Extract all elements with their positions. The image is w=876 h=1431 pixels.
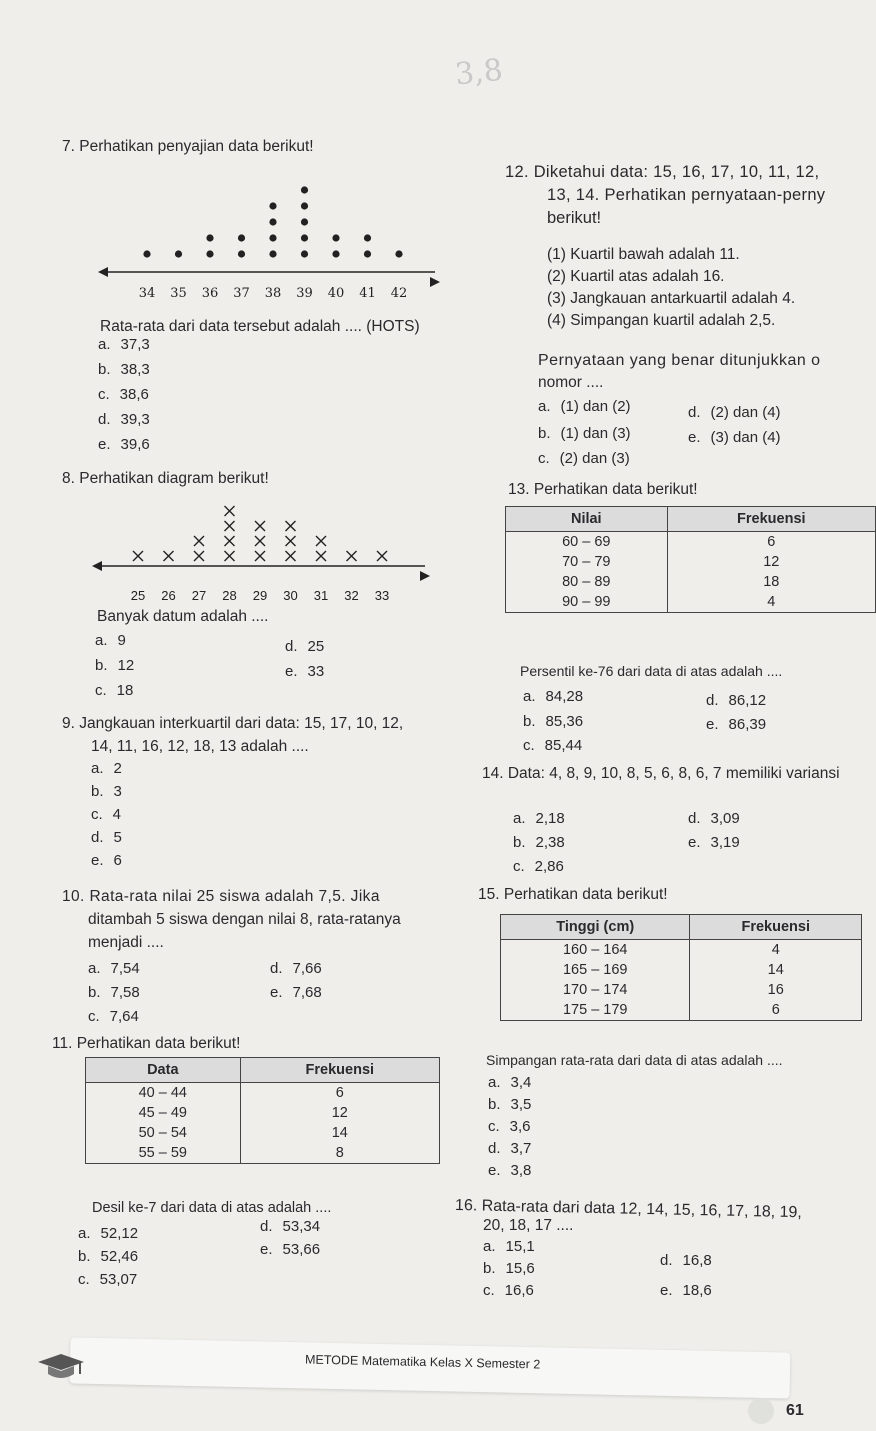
option-value: 3,6: [509, 1118, 531, 1135]
table-cell: 40 – 44: [86, 1083, 241, 1104]
option-letter: b.: [91, 783, 104, 800]
table-cell: 18: [667, 572, 875, 592]
option-value: 3,4: [510, 1074, 532, 1091]
option-letter: d.: [660, 1252, 673, 1269]
tick-label: 29: [252, 588, 268, 603]
data-cross: [225, 536, 235, 546]
data-cross: [347, 551, 357, 561]
option-letter: a.: [78, 1225, 91, 1242]
option-value: 53,34: [282, 1218, 321, 1235]
option-letter: a.: [488, 1074, 501, 1091]
option-value: 2: [113, 760, 122, 777]
option-value: 4: [112, 806, 122, 823]
q7-stem: 7. Perhatikan penyajian data berikut!: [62, 138, 314, 155]
table-row: [506, 572, 876, 592]
option-value: 6: [113, 852, 122, 869]
tick-label: 26: [161, 588, 176, 603]
data-dot: [238, 250, 245, 257]
answer-option: [91, 783, 122, 800]
option-value: 3,8: [510, 1162, 532, 1179]
tick-label: 40: [327, 286, 345, 301]
answer-option: [688, 429, 781, 446]
q16-line-2: 20, 18, 17 ....: [483, 1217, 574, 1234]
answer-option: [483, 1238, 535, 1255]
table-row: [501, 960, 862, 980]
q13-stem: 13. Perhatikan data berikut!: [508, 481, 698, 498]
answer-option: [88, 960, 140, 977]
statement: (2) Kuartil atas adalah 16.: [547, 268, 725, 285]
table-cell: 12: [667, 552, 875, 572]
option-letter: c.: [513, 858, 525, 875]
data-dot: [301, 202, 308, 209]
answer-option: [95, 657, 134, 674]
data-cross: [133, 551, 143, 561]
data-cross: [225, 521, 235, 531]
option-letter: d.: [488, 1140, 501, 1157]
tick-label: 35: [170, 286, 187, 301]
option-letter: c.: [483, 1282, 495, 1299]
answer-option: [270, 960, 322, 977]
table-header: Data: [86, 1058, 241, 1083]
option-value: (3) dan (4): [710, 429, 781, 446]
table-cell: 175 – 179: [501, 1000, 690, 1021]
option-letter: c.: [91, 806, 103, 823]
option-value: 52,12: [100, 1225, 139, 1242]
option-value: 3,5: [510, 1096, 532, 1113]
option-value: 38,3: [120, 361, 150, 378]
tick-label: 32: [344, 588, 359, 603]
answer-option: [488, 1074, 531, 1091]
table-row: [86, 1123, 440, 1143]
option-value: 18: [116, 682, 134, 699]
table-header: Tinggi (cm): [501, 915, 690, 940]
table-cell: 50 – 54: [86, 1123, 241, 1143]
tick-label: 37: [233, 286, 250, 301]
tick-label: 39: [296, 286, 313, 301]
option-letter: e.: [270, 984, 283, 1001]
answer-option: [688, 404, 781, 421]
data-cross: [255, 536, 265, 546]
answer-option: [260, 1218, 320, 1235]
option-letter: e.: [285, 663, 298, 680]
option-value: 33: [307, 663, 325, 680]
tick-label: 31: [313, 588, 329, 603]
table-cell: 12: [240, 1103, 439, 1123]
answer-option: [78, 1271, 137, 1288]
option-value: (2) dan (4): [710, 404, 781, 421]
option-value: 3,09: [710, 810, 740, 827]
option-value: 84,28: [545, 688, 584, 705]
q11-question: Desil ke-7 dari data di atas adalah ....: [92, 1200, 332, 1216]
table-cell: 165 – 169: [501, 960, 690, 980]
q12-line-1: 12. Diketahui data: 15, 16, 17, 10, 11, 12,: [505, 163, 820, 181]
table-row: [86, 1083, 440, 1104]
option-letter: d.: [270, 960, 283, 977]
option-value: 7,66: [292, 960, 322, 977]
data-cross: [194, 551, 204, 561]
option-value: 25: [307, 638, 325, 655]
q8-x-plot: [90, 488, 430, 613]
answer-option: [483, 1282, 534, 1299]
statement: (4) Simpangan kuartil adalah 2,5.: [547, 312, 776, 329]
option-letter: c.: [78, 1271, 90, 1288]
option-value: 15,6: [505, 1260, 535, 1277]
tick-label: 34: [138, 286, 156, 301]
answer-option: [98, 361, 150, 378]
answer-option: [98, 336, 150, 353]
table-header: Nilai: [506, 507, 668, 532]
tick-label: 33: [374, 588, 390, 603]
option-letter: a.: [95, 632, 108, 649]
answer-option: [538, 450, 630, 467]
table-cell: 6: [667, 532, 875, 553]
q12-question-line-2: nomor ....: [538, 374, 604, 391]
q7-dot-plot: [90, 160, 450, 310]
option-letter: d.: [706, 692, 719, 709]
table-cell: 4: [690, 940, 862, 961]
data-cross: [255, 551, 265, 561]
table-header: Frekuensi: [690, 915, 862, 940]
data-cross: [164, 551, 174, 561]
q10-line-3: menjadi ....: [88, 934, 164, 951]
answer-option: [513, 810, 565, 827]
data-cross: [377, 551, 387, 561]
option-value: 86,39: [728, 716, 767, 733]
answer-option: [523, 688, 583, 705]
option-value: 15,1: [505, 1238, 535, 1255]
option-letter: e.: [688, 834, 701, 851]
option-value: (2) dan (3): [559, 450, 630, 467]
option-value: 2,38: [535, 834, 565, 851]
q11-stem: 11. Perhatikan data berikut!: [52, 1035, 241, 1052]
option-letter: d.: [260, 1218, 273, 1235]
answer-option: [88, 984, 140, 1001]
data-dot: [269, 250, 276, 257]
table-cell: 170 – 174: [501, 980, 690, 1000]
answer-option: [513, 834, 565, 851]
tick-label: 25: [130, 588, 146, 603]
option-value: 85,36: [545, 713, 584, 730]
answer-option: [91, 829, 122, 846]
data-cross: [316, 551, 326, 561]
option-letter: e.: [688, 429, 701, 446]
answer-option: [98, 386, 149, 403]
tick-label: 30: [283, 588, 298, 603]
q10-line-2: ditambah 5 siswa dengan nilai 8, rata-ratanya: [88, 911, 401, 928]
table-cell: 16: [690, 980, 862, 1000]
data-dot: [301, 234, 308, 241]
answer-option: [538, 425, 631, 442]
option-value: 86,12: [728, 692, 767, 709]
q12-line-2: 13, 14. Perhatikan pernyataan-perny: [547, 186, 826, 204]
option-letter: a.: [91, 760, 104, 777]
data-dot: [364, 234, 371, 241]
option-letter: e.: [660, 1282, 673, 1299]
option-value: 18,6: [682, 1282, 712, 1299]
option-value: 52,46: [100, 1248, 139, 1265]
q7-question: Rata-rata dari data tersebut adalah .... (HOTS): [100, 318, 420, 335]
answer-option: [270, 984, 322, 1001]
answer-option: [95, 632, 126, 649]
option-letter: a.: [538, 398, 551, 415]
option-letter: a.: [523, 688, 536, 705]
data-cross: [225, 551, 235, 561]
data-cross: [225, 506, 235, 516]
answer-option: [91, 852, 122, 869]
option-letter: c.: [523, 737, 535, 754]
axis-left-arrow: [98, 267, 108, 277]
option-letter: a.: [513, 810, 526, 827]
option-letter: e.: [98, 436, 111, 453]
answer-option: [285, 638, 324, 655]
statement: (3) Jangkauan antarkuartil adalah 4.: [547, 290, 796, 307]
table-cell: 70 – 79: [506, 552, 668, 572]
option-letter: b.: [513, 834, 526, 851]
data-dot: [269, 234, 276, 241]
table-cell: 160 – 164: [501, 940, 690, 961]
option-letter: c.: [538, 450, 550, 467]
option-letter: b.: [98, 361, 111, 378]
q13-frequency-table: [505, 506, 876, 613]
answer-option: [91, 760, 122, 777]
option-letter: b.: [88, 984, 101, 1001]
axis-right-arrow: [430, 277, 440, 287]
answer-option: [260, 1241, 320, 1258]
option-value: (1) dan (2): [560, 398, 631, 415]
answer-option: [88, 1008, 139, 1025]
table-row: [86, 1103, 440, 1123]
data-dot: [301, 218, 308, 225]
answer-option: [688, 810, 740, 827]
tick-label: 38: [264, 286, 282, 301]
data-dot: [364, 250, 371, 257]
axis-left-arrow: [92, 561, 102, 571]
table-cell: 60 – 69: [506, 532, 668, 553]
data-dot: [332, 234, 339, 241]
data-dot: [206, 250, 213, 257]
option-letter: b.: [523, 713, 536, 730]
table-row: [86, 1143, 440, 1164]
option-letter: c.: [98, 386, 110, 403]
q9-line-1: 9. Jangkauan interkuartil dari data: 15, 17, 10, 12,: [62, 715, 404, 732]
option-letter: e.: [706, 716, 719, 733]
option-value: 9: [117, 632, 126, 649]
table-row: [501, 980, 862, 1000]
option-value: 16,8: [682, 1252, 712, 1269]
answer-option: [660, 1282, 712, 1299]
answer-option: [95, 682, 133, 699]
answer-option: [488, 1118, 531, 1135]
option-letter: d.: [688, 810, 701, 827]
option-letter: a.: [483, 1238, 496, 1255]
option-value: 7,54: [110, 960, 140, 977]
option-value: 3,19: [710, 834, 740, 851]
option-value: 3: [113, 783, 122, 800]
q15-stem: 15. Perhatikan data berikut!: [478, 886, 668, 903]
option-letter: c.: [95, 682, 107, 699]
option-value: 53,66: [282, 1241, 321, 1258]
answer-option: [706, 692, 766, 709]
option-value: 7,68: [292, 984, 322, 1001]
option-letter: e.: [488, 1162, 501, 1179]
option-value: 53,07: [99, 1271, 138, 1288]
table-row: [501, 940, 862, 961]
data-cross: [286, 521, 296, 531]
option-value: 2,86: [534, 858, 564, 875]
option-value: 7,58: [110, 984, 140, 1001]
table-cell: 45 – 49: [86, 1103, 241, 1123]
table-cell: 6: [240, 1083, 439, 1104]
option-letter: b.: [538, 425, 551, 442]
page-number-badge: [748, 1398, 774, 1424]
option-value: 5: [113, 829, 122, 846]
answer-option: [538, 398, 631, 415]
tick-label: 42: [390, 286, 408, 301]
handwritten-note: 3,8: [453, 52, 505, 93]
data-dot: [269, 218, 276, 225]
answer-option: [688, 834, 740, 851]
option-letter: b.: [488, 1096, 501, 1113]
option-letter: b.: [78, 1248, 91, 1265]
table-cell: 14: [690, 960, 862, 980]
option-value: 2,18: [535, 810, 565, 827]
data-dot: [395, 250, 402, 257]
data-dot: [269, 202, 276, 209]
data-cross: [194, 536, 204, 546]
q15-frequency-table: [500, 914, 862, 1021]
option-letter: d.: [98, 411, 111, 428]
table-cell: 80 – 89: [506, 572, 668, 592]
table-header: Frekuensi: [240, 1058, 439, 1083]
data-dot: [206, 234, 213, 241]
answer-option: [660, 1252, 712, 1269]
answer-option: [488, 1096, 531, 1113]
tick-label: 41: [359, 286, 376, 301]
option-value: 16,6: [504, 1282, 534, 1299]
option-letter: d.: [91, 829, 104, 846]
option-value: 38,6: [119, 386, 149, 403]
answer-option: [523, 737, 582, 754]
data-cross: [316, 536, 326, 546]
option-value: 39,3: [120, 411, 150, 428]
q11-frequency-table: [85, 1057, 440, 1164]
answer-option: [488, 1162, 531, 1179]
page-number: 61: [786, 1402, 804, 1419]
q8-question: Banyak datum adalah ....: [97, 608, 269, 625]
q15-question: Simpangan rata-rata dari data di atas adalah ....: [486, 1052, 783, 1068]
option-letter: c.: [88, 1008, 100, 1025]
data-dot: [301, 250, 308, 257]
table-cell: 4: [667, 592, 875, 613]
option-letter: a.: [98, 336, 111, 353]
data-dot: [301, 186, 308, 193]
tick-label: 36: [201, 286, 219, 301]
option-value: 12: [117, 657, 135, 674]
option-value: 39,6: [120, 436, 150, 453]
option-letter: e.: [91, 852, 104, 869]
data-cross: [255, 521, 265, 531]
q14-stem: 14. Data: 4, 8, 9, 10, 8, 5, 6, 8, 6, 7 memiliki variansi: [482, 765, 840, 782]
tick-label: 28: [222, 588, 237, 603]
q12-question-line-1: Pernyataan yang benar ditunjukkan o: [538, 352, 821, 369]
option-value: 85,44: [544, 737, 583, 754]
option-letter: b.: [483, 1260, 496, 1277]
data-dot: [175, 250, 182, 257]
table-header: Frekuensi: [667, 507, 875, 532]
option-letter: a.: [88, 960, 101, 977]
q16-line-1: 16. Rata-rata dari data 12, 14, 15, 16, 17, 18, 19,: [454, 1197, 803, 1222]
q10-line-1: 10. Rata-rata nilai 25 siswa adalah 7,5. Jika: [62, 888, 380, 905]
statement: (1) Kuartil bawah adalah 11.: [547, 246, 740, 263]
q9-line-2: 14, 11, 16, 12, 18, 13 adalah ....: [91, 738, 309, 755]
option-letter: d.: [688, 404, 701, 421]
table-cell: 8: [240, 1143, 439, 1164]
answer-option: [98, 411, 150, 428]
option-letter: d.: [285, 638, 298, 655]
q12-line-3: berikut!: [547, 209, 602, 227]
answer-option: [78, 1248, 138, 1265]
q8-stem: 8. Perhatikan diagram berikut!: [62, 470, 269, 487]
data-cross: [286, 551, 296, 561]
data-cross: [286, 536, 296, 546]
answer-option: [91, 806, 121, 823]
table-row: [506, 552, 876, 572]
answer-option: [98, 436, 150, 453]
option-letter: b.: [95, 657, 108, 674]
answer-option: [285, 663, 324, 680]
tick-label: 27: [191, 588, 207, 603]
option-value: 3,7: [510, 1140, 532, 1157]
table-row: [506, 532, 876, 553]
table-cell: 90 – 99: [506, 592, 668, 613]
table-cell: 14: [240, 1123, 439, 1143]
axis-right-arrow: [420, 571, 430, 581]
option-value: (1) dan (3): [560, 425, 631, 442]
answer-option: [488, 1140, 531, 1157]
option-letter: e.: [260, 1241, 273, 1258]
answer-option: [523, 713, 583, 730]
data-dot: [332, 250, 339, 257]
graduation-cap-icon: [36, 1352, 86, 1382]
answer-option: [513, 858, 564, 875]
table-row: [501, 1000, 862, 1021]
q13-question: Persentil ke-76 dari data di atas adalah ....: [520, 663, 783, 679]
table-cell: 6: [690, 1000, 862, 1021]
answer-option: [483, 1260, 535, 1277]
answer-option: [78, 1225, 138, 1242]
data-dot: [238, 234, 245, 241]
table-row: [506, 592, 876, 613]
answer-option: [706, 716, 766, 733]
footer-book-title: METODE Matematika Kelas X Semester 2: [304, 1352, 541, 1372]
option-letter: c.: [488, 1118, 500, 1135]
data-dot: [143, 250, 150, 257]
option-value: 37,3: [120, 336, 150, 353]
table-cell: 55 – 59: [86, 1143, 241, 1164]
option-value: 7,64: [109, 1008, 139, 1025]
